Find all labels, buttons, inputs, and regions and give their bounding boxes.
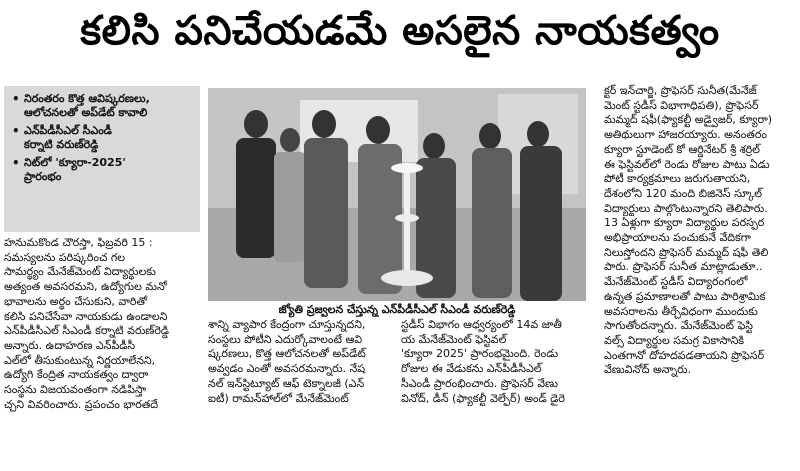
text-line: సమస్యలను పరిష్కరించ గల (4, 250, 126, 264)
text-line: సాగుతోందన్నారు. మేనేజ్‌మెంట్ ఫెస్టి (604, 319, 754, 333)
text-line: సంస్థను విజయవంతంగా నడిపిస్తా (4, 383, 147, 397)
highlight-line: నిరంతరం కొత్త ఆవిష్కరణలు, (24, 92, 150, 105)
highlight-line: ఆలోచనలతో అప్‌డేట్ కావాలి (24, 106, 148, 119)
text-line: అవ్వడం ఎంతో అవసరమన్నారు. నేష (208, 362, 366, 376)
news-photo (208, 88, 586, 301)
text-line: అతిథులుగా హాజరయ్యారు. అనంతరం (604, 128, 767, 142)
lamp-lighting-photo (208, 88, 586, 301)
text-line: కలిసి పనిచేసేవా నాయకుడు ఉండాలని (4, 309, 168, 323)
text-line: ఈ ఫెస్టివల్‌లో రెండు రోజుల పాటు ఏడు (604, 157, 770, 171)
article-column-1 (4, 236, 200, 412)
text-line: ఉన్నత ప్రమాణాలతో పాటు పారిశ్రామిక (604, 289, 766, 303)
highlight-line: కర్నాటి వరుణ్‌రెడ్డి (24, 138, 99, 151)
text-line: శాన్ని వ్యాపార కేంద్రంగా చూస్తున్నదని, (208, 318, 366, 331)
text-line: దేశంలోని 120 మంది బిజినెస్ స్కూల్ (604, 186, 763, 200)
highlights-box (4, 86, 200, 232)
highlight-item (12, 124, 194, 152)
text-line: పోటీ కార్యక్రమాలు జరుగుతాయని, (604, 172, 751, 186)
photo-caption: జ్యోతి ప్రజ్వలన చేస్తున్న ఎన్‌పీడీసీఎల్ సీఎండీ వరుణ్‌రెడ్డి (278, 303, 516, 316)
text-line: మెంట్ స్టడీస్ విభాగాధిపతి), ప్రొఫెసర్ (604, 98, 759, 112)
text-line: 13 ఏళ్లుగా క్యూరా విద్యార్థుల పరస్పర (604, 216, 765, 230)
text-line: వల్స్ విద్యార్థుల సమగ్ర వికాసానికి (604, 333, 745, 347)
bullet-icon: • (12, 156, 20, 170)
text-line: ఎన్‌పీడీసీఎల్ సీఎండీ కర్నాటి వరుణ్‌రెడ్డి (4, 324, 170, 338)
text-line: 'క్యూరా 2025' ప్రారంభమైంది. రెండు (401, 347, 559, 361)
text-line: య మేనేజ్‌మెంట్ ఫెస్టివల్ (401, 332, 507, 346)
text-line: సంస్థలు పోటీని ఎదుర్కోవాలంటే ఆవి (208, 332, 363, 346)
article-column-3 (401, 318, 597, 406)
text-line: మమ్మద్ షఫీ(ఫ్యాకల్టీ అడ్వైజర్, క్యూరా) (604, 113, 773, 127)
text-line: స్టడీస్ విభాగం ఆధ్వర్యంలో 14వ జాతీ (401, 318, 562, 331)
text-line: అన్నారు. ఉదాహరణ ఎన్‌పీడీసీ (4, 338, 136, 352)
text-line: నిలుస్తోందని ప్రొఫెసర్ మమ్మద్ షఫీ తెలి (604, 245, 769, 259)
text-line: ఐటీ) రామన్‌హాల్‌లో మేనేజ్‌మెంట్ (208, 391, 349, 405)
article-column-2 (208, 318, 396, 406)
text-line: నల్ ఇన్‌స్టిట్యూట్ ఆఫ్ టెక్నాలజీ (ఎన్ (208, 376, 365, 390)
page-headline: కలిసి పనిచేయడమే అసలైన నాయకత్వం (80, 8, 720, 54)
text-line: ఎల్‌లో తీసుకుంటున్న నిర్ణయాలేనని, (4, 353, 156, 367)
text-line: మేనేజ్‌మెంట్ స్టడీస్ విద్యారంగంలో (604, 275, 748, 289)
text-line: చ్చని వివరించారు. ప్రపంచం భారతదే (4, 397, 159, 411)
text-line: విద్యార్థులు పాల్గొంటున్నారని తెలిపారు. (604, 201, 768, 215)
text-line: ఉద్యోగి కేంద్రిత నాయకత్వం ద్వారా (4, 368, 149, 382)
article-column-4 (604, 84, 798, 378)
bullet-icon: • (12, 92, 20, 106)
text-line: వేణువినోద్ అన్నారు. (604, 363, 692, 377)
highlight-item (12, 156, 194, 184)
text-line: ఎంతగానో దోహదపడతాయని ప్రొఫెసర్ (604, 348, 765, 362)
text-line: సీఎండీ ప్రారంభించారు. ప్రొఫెసర్ వేణు (401, 376, 558, 390)
text-line: పారు. ప్రొఫెసర్ సునీత మాట్లాడుతూ.. (604, 260, 763, 274)
text-line: అభిప్రాయాలను పంచుకునే వేదికగా (604, 231, 751, 245)
text-line: వినోద్, డీన్ (ఫ్యాకల్టీ వెల్ఫేర్) అండ్ డైరె (401, 391, 565, 405)
text-line: అత్యంత అవసరమని, ఉద్యోగుల మనో (4, 280, 167, 294)
text-line: రోజుల ఈ వేడుకను ఎన్‌పీడీసీఎల్ (401, 362, 542, 376)
highlight-line: ఎన్‌పీడీసీఎల్ సీఎండీ (24, 124, 112, 137)
bullet-icon: • (12, 124, 20, 138)
highlight-line: ప్రారంభం (24, 170, 62, 183)
text-line: అవసరాలను తీర్చేవిధంగా ముందుకు (604, 304, 758, 318)
text-line: భావాలను అర్థం చేసుకుని, వారితో (4, 294, 148, 308)
text-line: సామర్థ్యం మేనేజ్‌మెంట్ విద్యార్థులకు (4, 265, 156, 279)
text-line: క్యూరా స్టూడెంట్ కో ఆర్డినేటర్ శ్రీ శర్రిల్ (604, 142, 760, 156)
highlight-line: నిట్‌లో 'క్యూరా-2025' (24, 156, 126, 169)
text-line: క్టర్ ఇన్‌చార్జి, ప్రొఫెసర్ సునీత(మేనేజ్ (604, 84, 757, 97)
text-line: హనుమకొండ చౌరస్తా, ఫిబ్రవరి 15 : (4, 236, 153, 249)
highlight-item (12, 92, 194, 120)
text-line: ష్కరణలు, కొత్త ఆలోచనలతో అప్‌డేట్ (208, 347, 366, 361)
